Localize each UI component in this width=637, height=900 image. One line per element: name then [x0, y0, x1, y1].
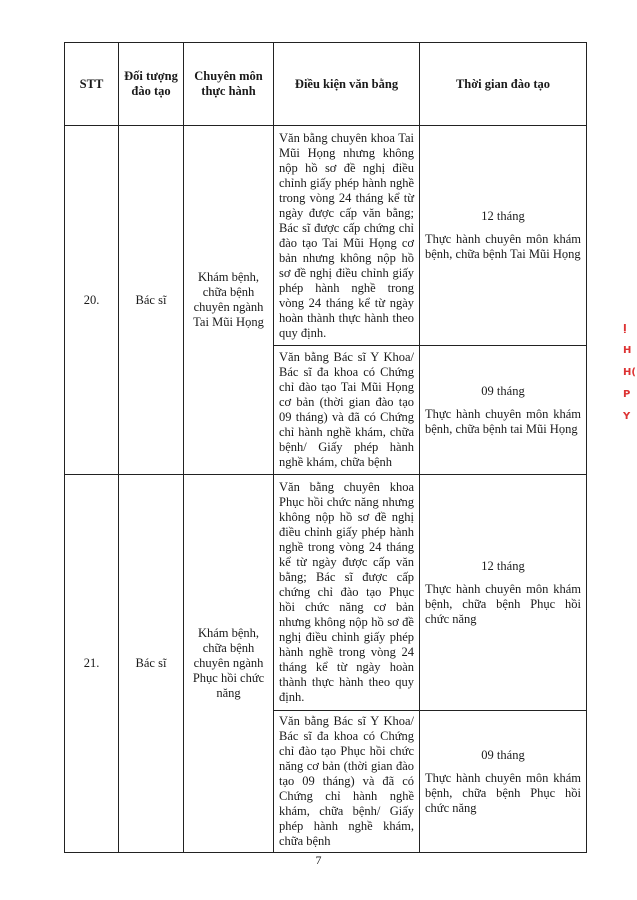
qualification-cell: Văn bằng chuyên khoa Tai Mũi Họng nhưng không nộp hồ sơ đề nghị điều chỉnh giấy phép hành nghề trong vòng 24 tháng kể từ ngày được cấp văn bằng; Bác sĩ được cấp chứng chỉ đào tạo Tai Mũi Họng cơ bản nhưng không nộp hồ sơ đề nghị điều chỉnh giấy phép hành nghề trong vòng 24 tháng kể từ ngày hoàn thành thực hành theo quy định. — [274, 126, 420, 346]
row-stt: 20. — [65, 126, 119, 475]
qualification-cell: Văn bằng chuyên khoa Phục hồi chức năng nhưng không nộp hồ sơ đề nghị điều chỉnh giấy phép hành nghề trong vòng 24 tháng kể từ ngày được cấp văn bằng; Bác sĩ được cấp chứng chỉ đào tạo Phục hồi chức năng cơ bản nhưng không nộp hồ sơ đề nghị điều chỉnh giấy phép hành nghề trong vòng 24 tháng kể từ ngày hoàn thành thực hành theo quy định. — [274, 475, 420, 711]
duration-value: 09 tháng — [481, 383, 525, 398]
stamp-text: H( — [623, 367, 636, 378]
duration-value: 12 tháng — [481, 558, 525, 573]
row-subject: Bác sĩ — [119, 126, 184, 475]
row-specialty: Khám bệnh, chữa bệnh chuyên ngành Tai Mũi Họng — [184, 126, 274, 475]
training-content: Thực hành chuyên môn khám bệnh, chữa bệnh Tai Mũi Họng — [425, 232, 581, 261]
header-stt: STT — [65, 43, 119, 126]
stamp-text: P — [623, 389, 631, 400]
duration-value: 09 tháng — [481, 747, 525, 762]
qualification-cell: Văn bằng Bác sĩ Y Khoa/ Bác sĩ đa khoa có Chứng chỉ đào tạo Phục hồi chức năng cơ bản (thời gian đào tạo 09 tháng) và đã có Chứng chỉ hành nghề khám, chữa bệnh/ Giấy phép hành nghề khám, chữa bệnh — [274, 711, 420, 853]
row-stt: 21. — [65, 475, 119, 853]
page-number: 7 — [315, 853, 322, 867]
training-content: Thực hành chuyên môn khám bệnh, chữa bệnh Phục hồi chức năng — [425, 770, 581, 815]
training-content: Thực hành chuyên môn khám bệnh, chữa bệnh Phục hồi chức năng — [425, 581, 581, 626]
header-subject: Đối tượng đào tạo — [119, 43, 184, 126]
training-content: Thực hành chuyên môn khám bệnh, chữa bệnh tai Mũi Họng — [425, 406, 581, 436]
qualification-cell: Văn bằng Bác sĩ Y Khoa/ Bác sĩ đa khoa có Chứng chỉ đào tạo Tai Mũi Họng cơ bản (thời gian đào tạo 09 tháng) và đã có Chứng chỉ hành nghề khám, chữa bệnh/ Giấy phép hành nghề khám, chữa bệnh — [274, 346, 420, 475]
table-row — [65, 126, 587, 346]
row-subject: Bác sĩ — [119, 475, 184, 853]
header-specialty: Chuyên môn thực hành — [184, 43, 274, 126]
row-specialty: Khám bệnh, chữa bệnh chuyên ngành Phục hồi chức năng — [184, 475, 274, 853]
duration-cell — [420, 346, 587, 475]
duration-cell — [420, 475, 587, 711]
training-table — [64, 42, 587, 853]
header-qualification: Điều kiện văn bằng — [274, 43, 420, 126]
header-duration: Thời gian đào tạo — [420, 43, 587, 126]
stamp-text: Ị — [623, 323, 627, 334]
duration-cell — [420, 711, 587, 853]
stamp-text: Y — [623, 411, 631, 422]
duration-cell — [420, 126, 587, 346]
stamp-text: H — [623, 345, 632, 356]
duration-value: 12 tháng — [481, 209, 525, 223]
table-header-row — [65, 43, 587, 126]
margin-stamp — [623, 318, 637, 428]
table-row — [65, 475, 587, 711]
